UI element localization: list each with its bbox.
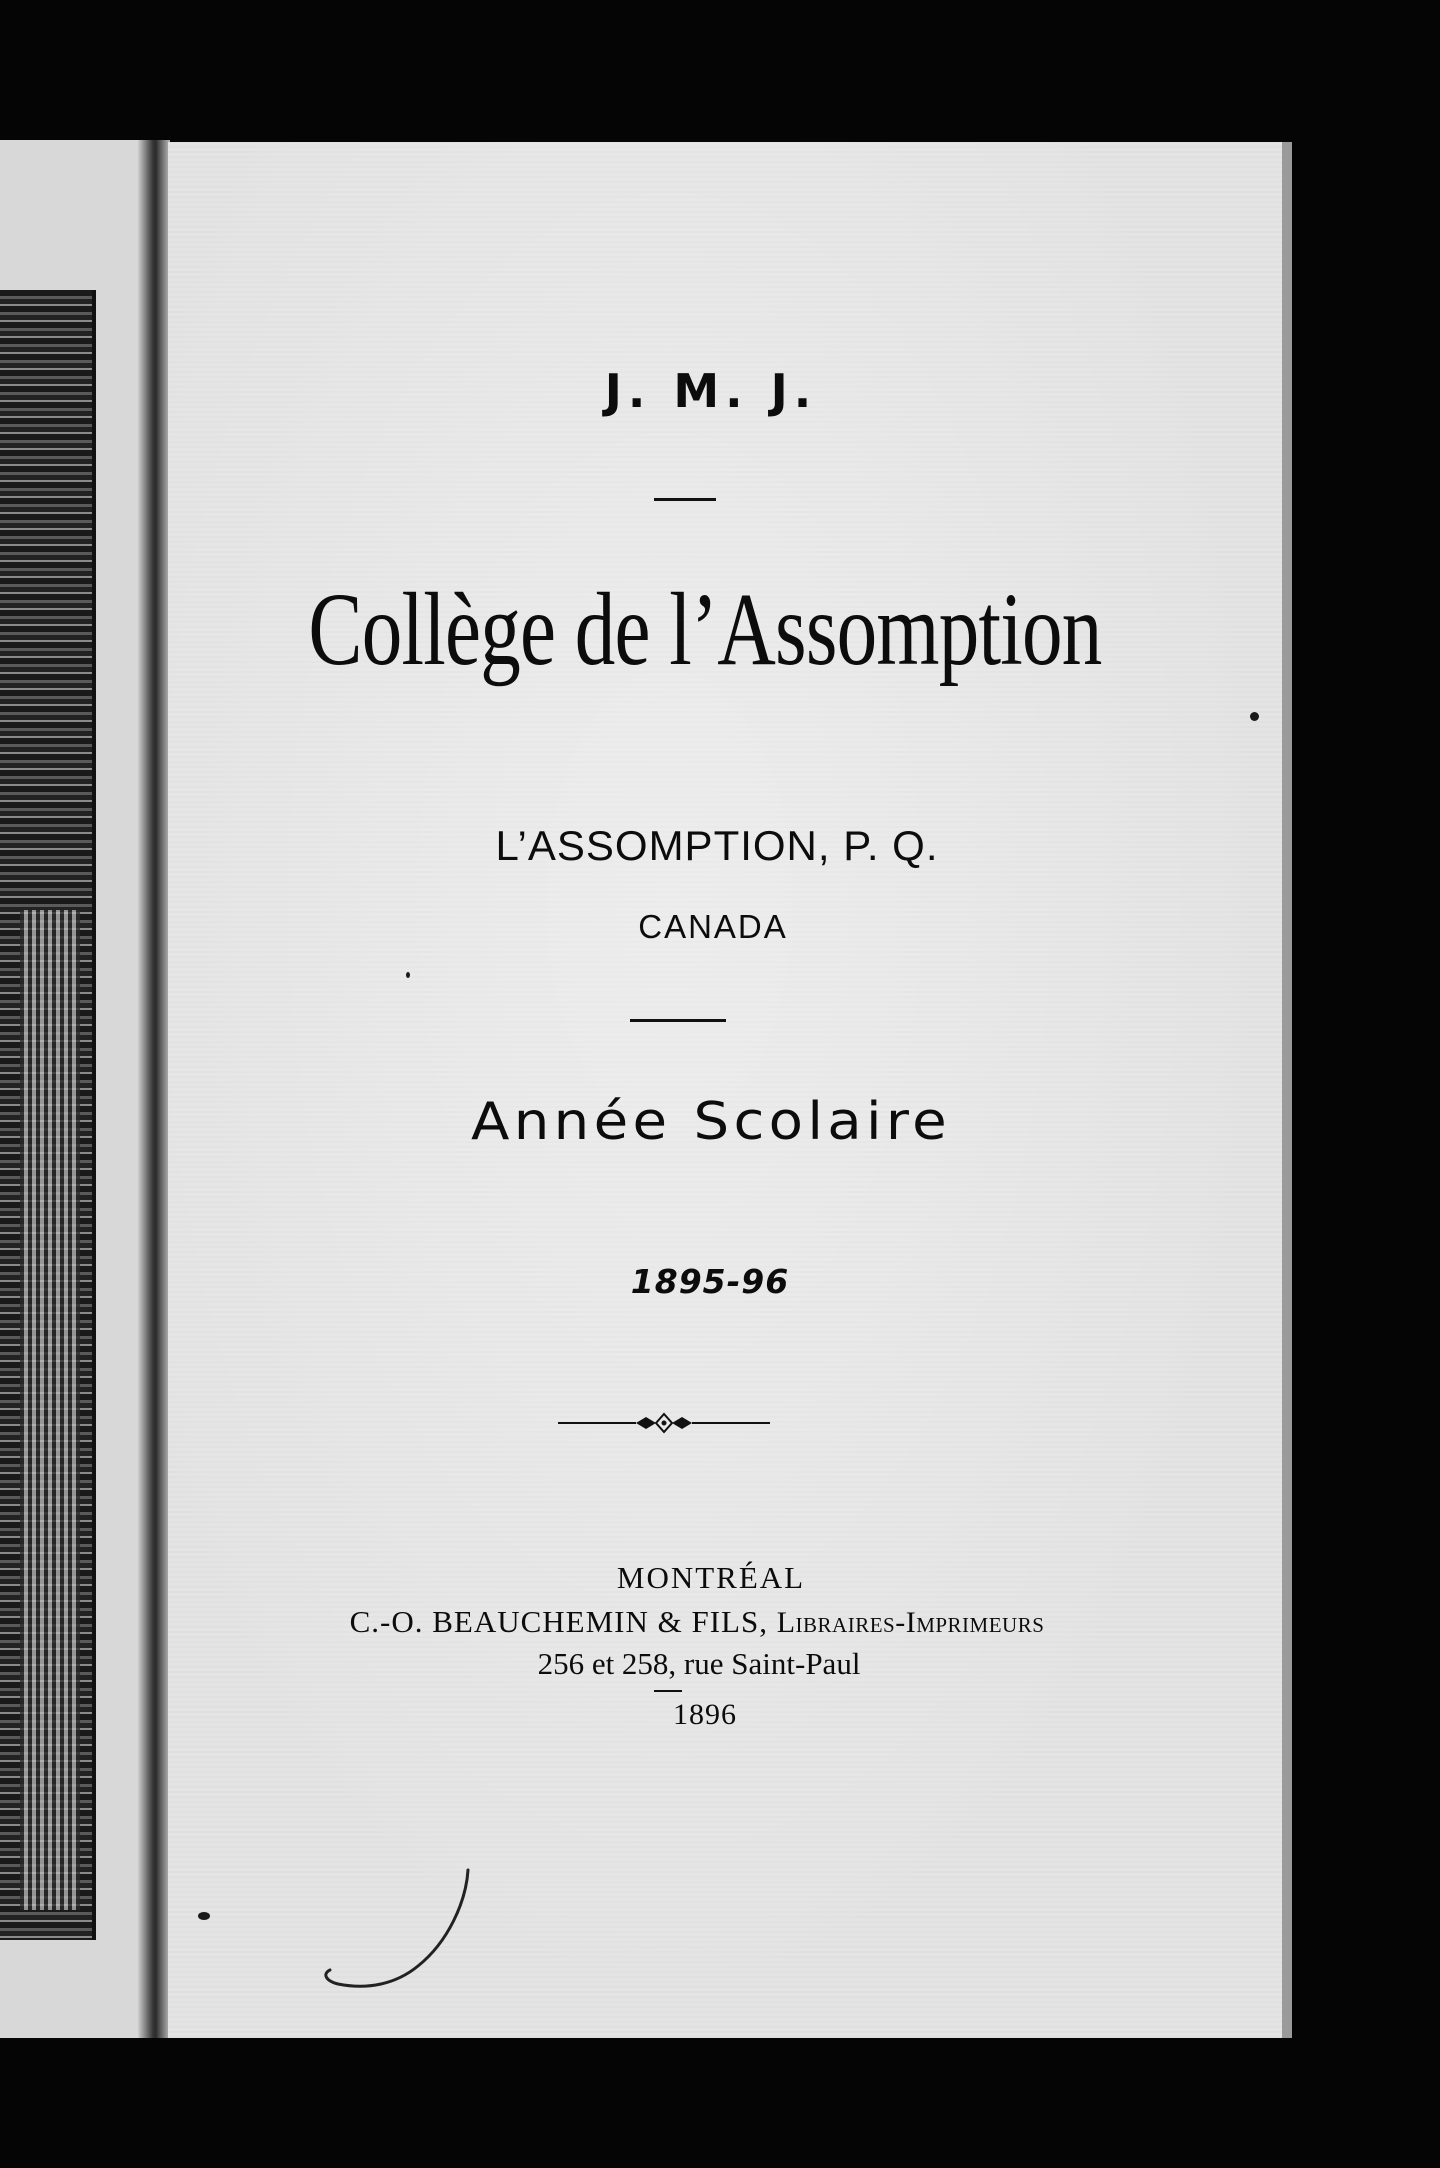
institution-name: Collège de l’Assomption <box>308 572 1102 687</box>
country-line: CANADA <box>638 908 788 945</box>
paper-speck <box>406 972 410 978</box>
divider-rule <box>630 1019 726 1022</box>
imprint-city: MONTRÉAL <box>616 1560 806 1595</box>
page-edge <box>1282 142 1292 2038</box>
divider-rule <box>654 1690 682 1692</box>
paper-speck <box>1250 712 1259 721</box>
title-page <box>168 142 1282 2038</box>
publisher-name: C.-O. BEAUCHEMIN & FILS, <box>349 1604 768 1639</box>
imprint-publisher <box>140 1604 1254 1640</box>
pencil-annotation-icon <box>318 1862 488 2002</box>
imprint-year: 1896 <box>673 1698 737 1731</box>
frontispiece-illustration <box>0 290 96 1940</box>
ornamental-rule-icon <box>558 1408 770 1438</box>
book-gutter <box>138 140 170 2038</box>
location-line: L’ASSOMPTION, P. Q. <box>495 822 939 869</box>
publisher-role: Libraires-Imprimeurs <box>776 1606 1045 1639</box>
divider-rule <box>654 498 716 501</box>
paper-speck <box>198 1912 210 1920</box>
motto: J. M. J. <box>604 364 818 418</box>
school-year: 1895-96 <box>630 1262 790 1301</box>
imprint-address: 256 et 258, rue Saint-Paul <box>537 1646 861 1681</box>
subtitle: Année Scolaire <box>471 1092 951 1152</box>
